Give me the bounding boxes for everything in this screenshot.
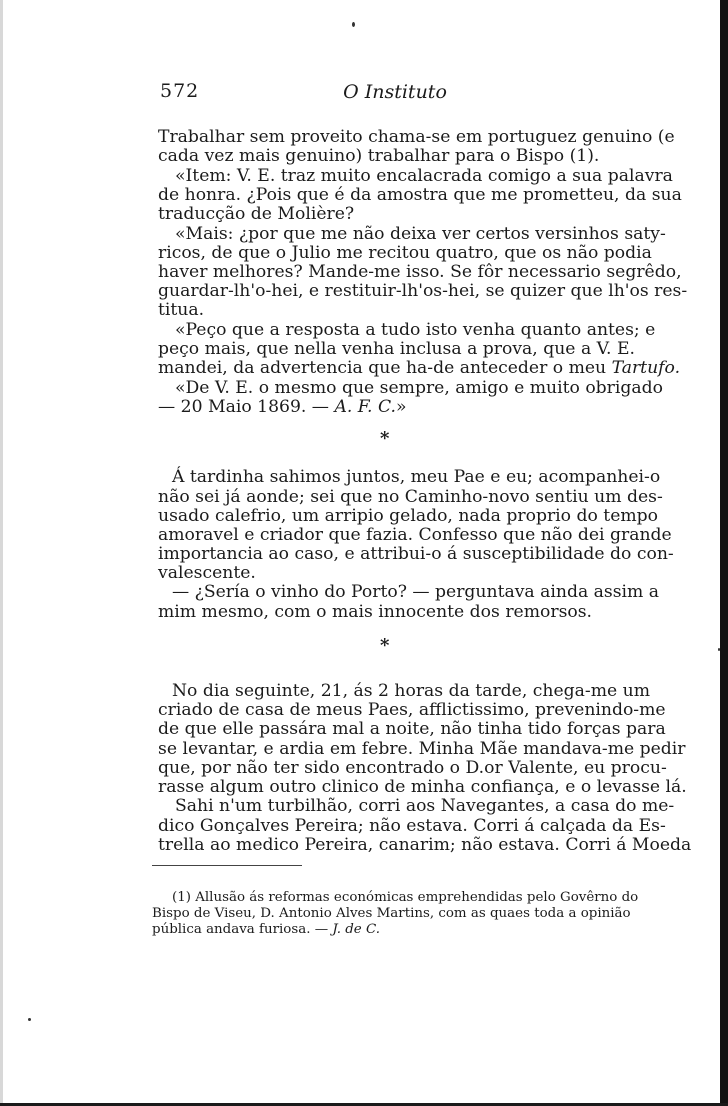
text-line: usado calefrio, um arripio gelado, nada proprio do tempo [158,506,659,526]
text-segment: pública andava furiosa. — [152,922,333,937]
italic-title: Tartufo. [611,358,681,378]
text-line: importancia ao caso, e attribui-o á susceptibilidade do con- [158,544,674,564]
text-line: «Peço que a resposta a tudo isto venha quanto antes; e [175,320,656,340]
text-line: trella ao medico Pereira, canarim; não estava. Corri á Moeda [158,835,692,855]
footnote-rule [152,865,302,866]
scan-edge-left [0,0,3,1106]
signature-line [158,397,623,417]
scan-speck [718,648,720,651]
text-line: Trabalhar sem proveito chama-se em portuguez genuino (e [158,127,675,147]
scan-speck [352,22,355,27]
text-segment: mandei, da advertencia que ha-de anteceder o meu [158,358,612,378]
text-line: «De V. E. o mesmo que sempre, amigo e muito obrigado [175,378,663,398]
text-line: «Item: V. E. traz muito encalacrada comigo a sua palavra [175,166,673,186]
text-line: Á tardinha sahimos juntos, meu Pae e eu; acompanhei-o [172,467,661,487]
text-line: «Mais: ¿por que me não deixa ver certos versinhos saty- [175,224,666,244]
text-line: de que elle passára mal a noite, não tinha tido forças para [158,719,666,739]
page-header [160,80,630,106]
section-separator: * [380,635,390,656]
text-line: rasse algum outro clinico de minha confiança, e o levasse lá. [158,777,687,797]
text-line: No dia seguinte, 21, ás 2 horas da tarde, chega-me um [172,681,650,701]
footnote-line: Bispo de Viseu, D. Antonio Alves Martins, com as quaes toda a opinião [152,906,631,921]
footnote-signature: J. de C. [332,922,381,937]
text-line: — ¿Sería o vinho do Porto? — perguntava ainda assim a [172,582,660,602]
text-line: valescente. [158,563,256,583]
footnote-line: (1) Allusão ás reformas económicas emprehendidas pelo Govêrno do [172,890,639,905]
text-line: ricos, de que o Julio me recitou quatro, que os não podia [158,243,652,263]
signature-initials: A. F. C. [334,397,396,417]
text-line: de honra. ¿Pois que é da amostra que me prometteu, da sua [158,185,682,205]
scan-speck [28,1018,31,1021]
text-segment: — 20 Maio 1869. — [158,397,335,417]
text-line: peço mais, que nella venha inclusa a prova, que a V. E. [158,339,635,359]
text-line: traducção de Molière? [158,204,355,224]
text-line: titua. [158,300,205,320]
section-separator: * [380,428,390,449]
scan-edge-right [720,0,728,1106]
text-line: mim mesmo, com o mais innocente dos remorsos. [158,602,593,622]
text-line: haver melhores? Mande-me isso. Se fôr necessario segrêdo, [158,262,682,282]
text-line: não sei já aonde; sei que no Caminho-novo sentiu um des- [158,487,663,507]
page-number: 572 [160,80,200,102]
text-line: criado de casa de meus Paes, afflictissimo, prevenindo-me [158,700,666,720]
text-line: se levantar, e ardia em febre. Minha Mãe mandava-me pedir [158,739,686,759]
text-line: que, por não ter sido encontrado o D.or Valente, eu procu- [158,758,667,778]
text-line [158,358,681,378]
text-segment: » [395,397,407,417]
text-line: Sahi n'um turbilhão, corri aos Navegantes, a casa do me- [175,796,675,816]
footnote-line [152,922,622,938]
text-line: amoravel e criador que fazia. Confesso que não dei grande [158,525,672,545]
text-line: dico Gonçalves Pereira; não estava. Corri á calçada da Es- [158,816,666,836]
text-line: cada vez mais genuino) trabalhar para o Bispo (1). [158,146,600,166]
text-line: guardar-lh'o-hei, e restituir-lh'os-hei, se quizer que lh'os res- [158,281,688,301]
running-title: O Instituto [343,81,447,103]
